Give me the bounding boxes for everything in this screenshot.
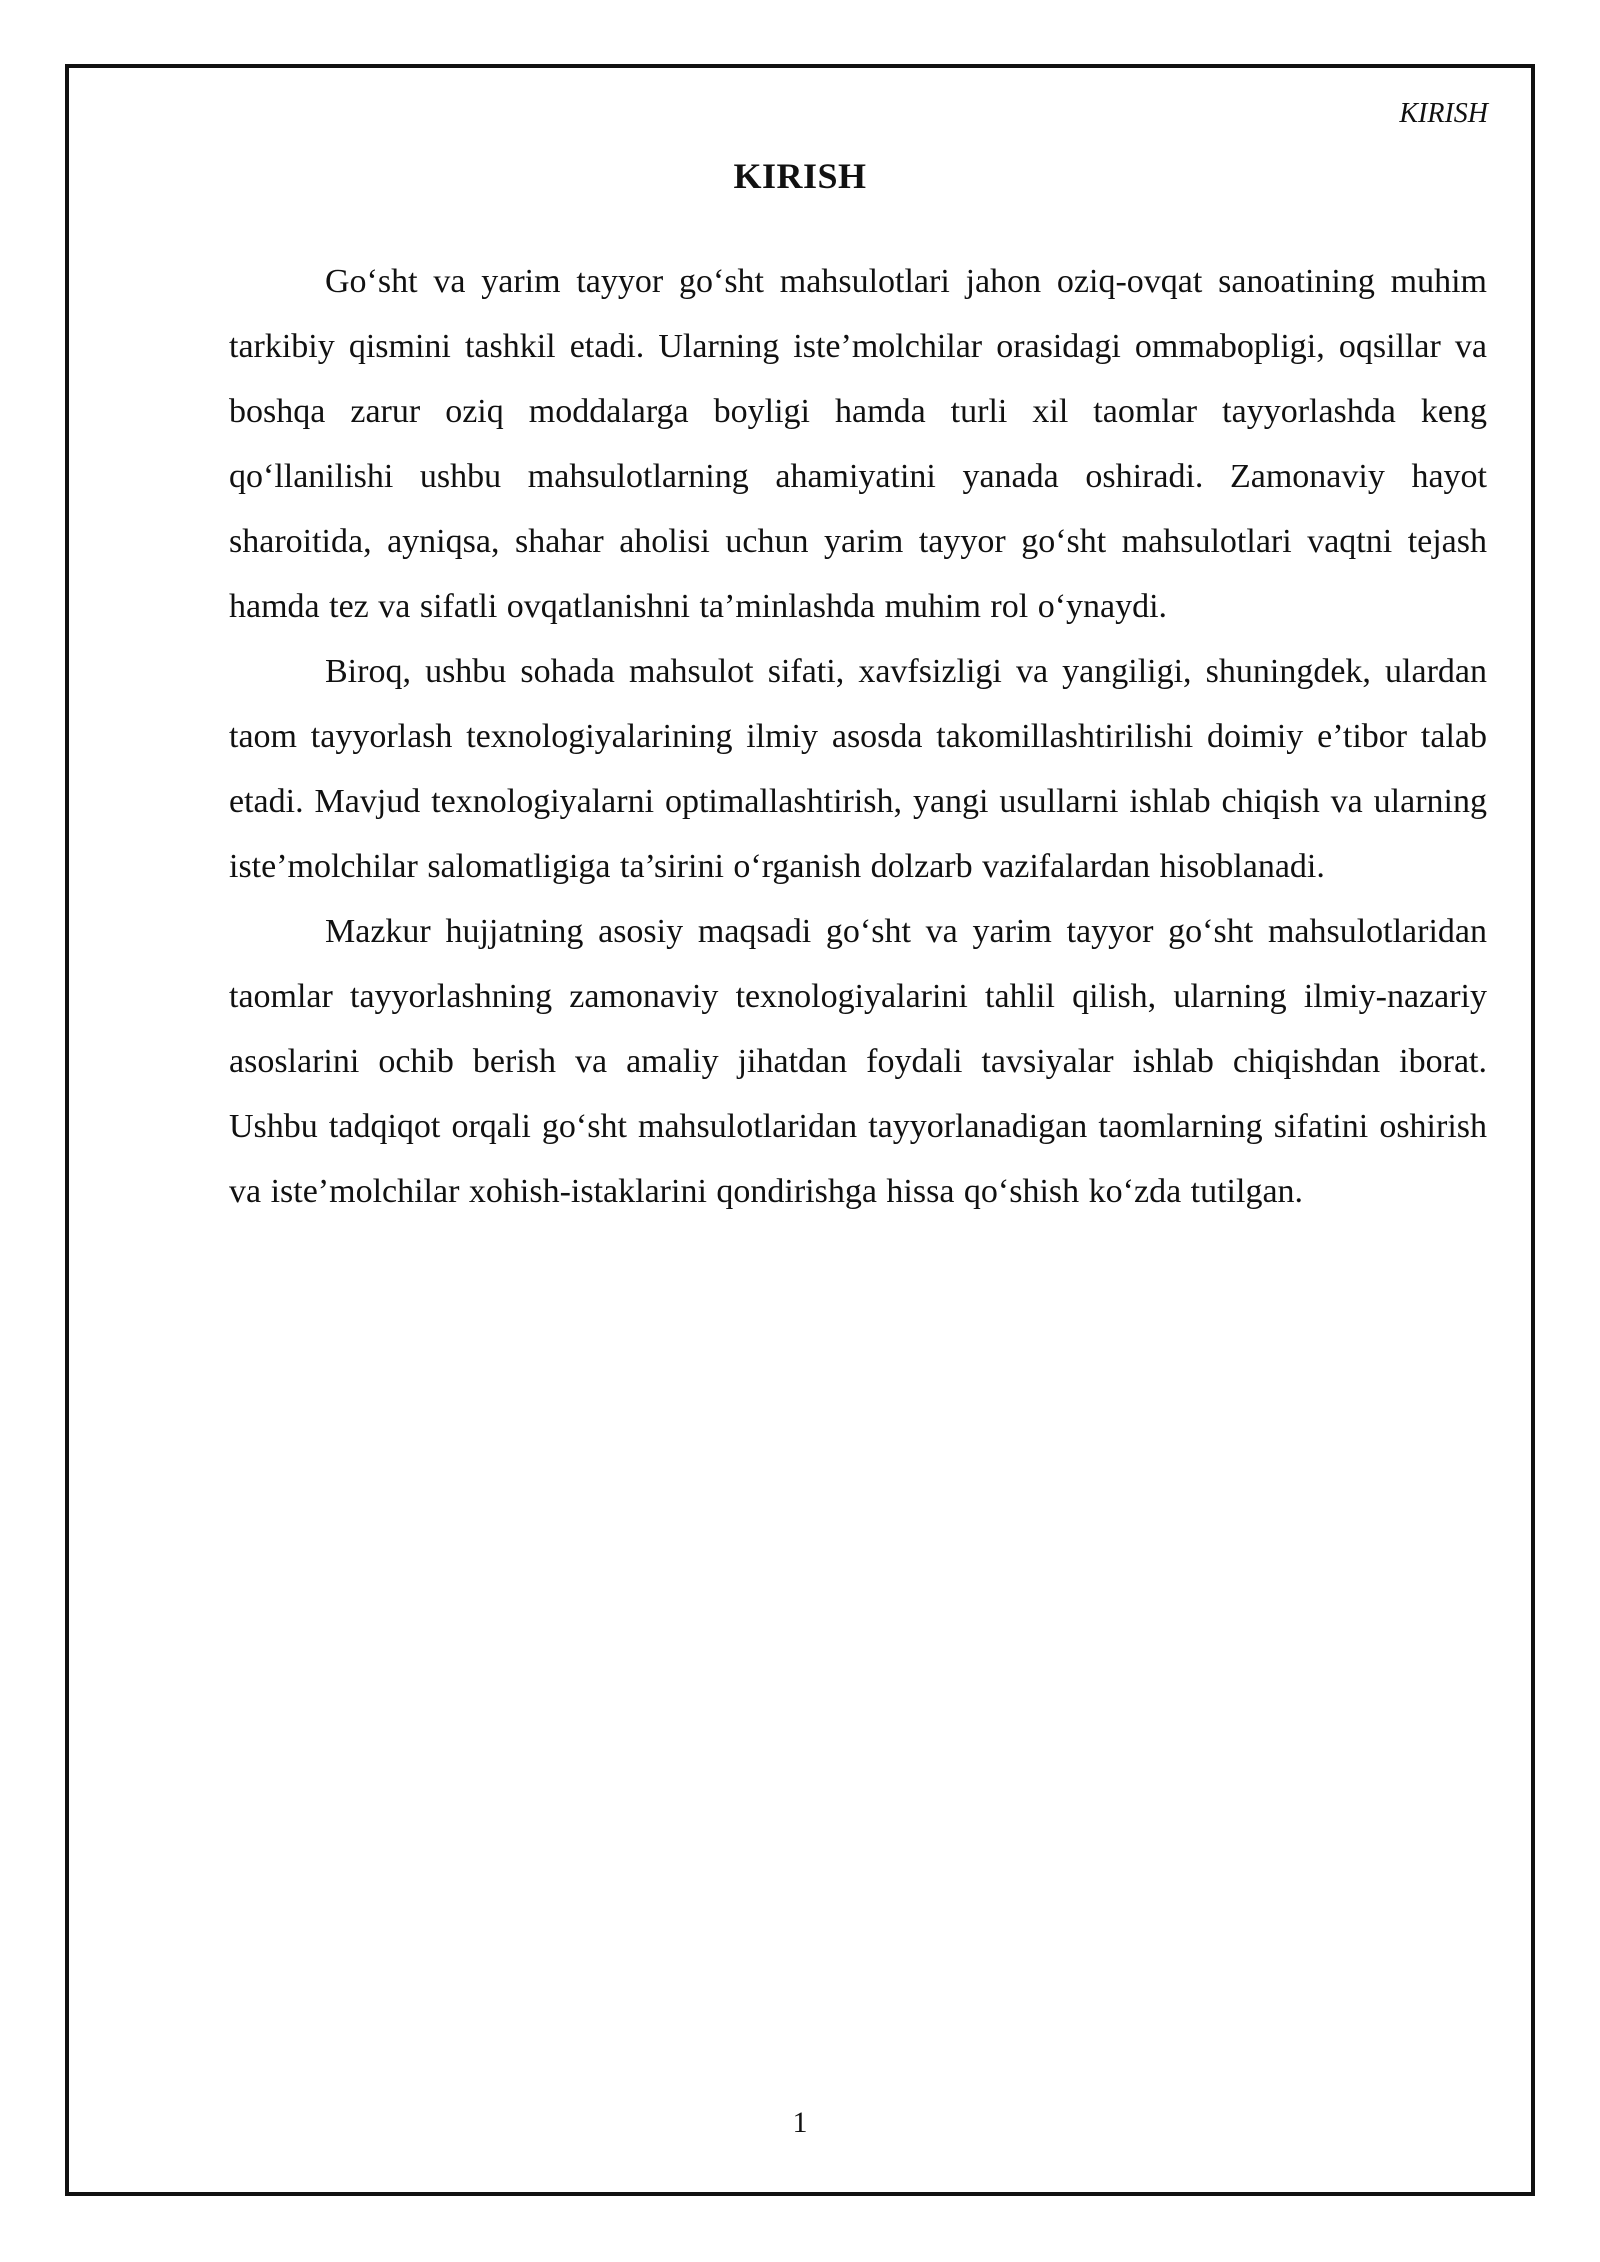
paragraph-3: Mazkur hujjatning asosiy maqsadi go‘sht va yarim tayyor go‘sht mahsulotlaridan taomlar tayyorlashning zamonaviy texnologiyalarini tahlil qilish, ularning ilmiy-nazariy asoslarini ochib berish va amaliy jihatdan foydali tavsiyalar ishlab chiqishdan iborat. Ushbu tadqiqot orqali go‘sht mahsulotlaridan tayyorlanadigan taomlarning sifatini oshirish va iste’molchilar xohish-istaklarini qondirishga hissa qo‘shish ko‘zda tutilgan. [229,913,1487,1210]
running-header: KIRISH [1399,98,1488,129]
page-number: 1 [792,2106,808,2139]
page-title: KIRISH [733,156,867,196]
body-text [229,249,1487,1224]
paragraph-1: Go‘sht va yarim tayyor go‘sht mahsulotlari jahon oziq-ovqat sanoatining muhim tarkibiy qismini tashkil etadi. Ularning iste’molchilar orasidagi ommabopligi, oqsillar va boshqa zarur oziq moddalarga boyligi hamda turli xil taomlar tayyorlashda keng qo‘llanilishi ushbu mahsulotlarning ahamiyatini yanada oshiradi. Zamonaviy hayot sharoitida, ayniqsa, shahar aholisi uchun yarim tayyor go‘sht mahsulotlari vaqtni tejash hamda tez va sifatli ovqatlanishni ta’minlashda muhim rol o‘ynaydi. [229,263,1487,625]
paragraph-2: Biroq, ushbu sohada mahsulot sifati, xavfsizligi va yangiligi, shuningdek, ulardan taom tayyorlash texnologiyalarining ilmiy asosda takomillashtirilishi doimiy e’tibor talab etadi. Mavjud texnologiyalarni optimallashtirish, yangi usullarni ishlab chiqish va ularning iste’molchilar salomatligiga ta’sirini o‘rganish dolzarb vazifalardan hisoblanadi. [229,653,1487,885]
